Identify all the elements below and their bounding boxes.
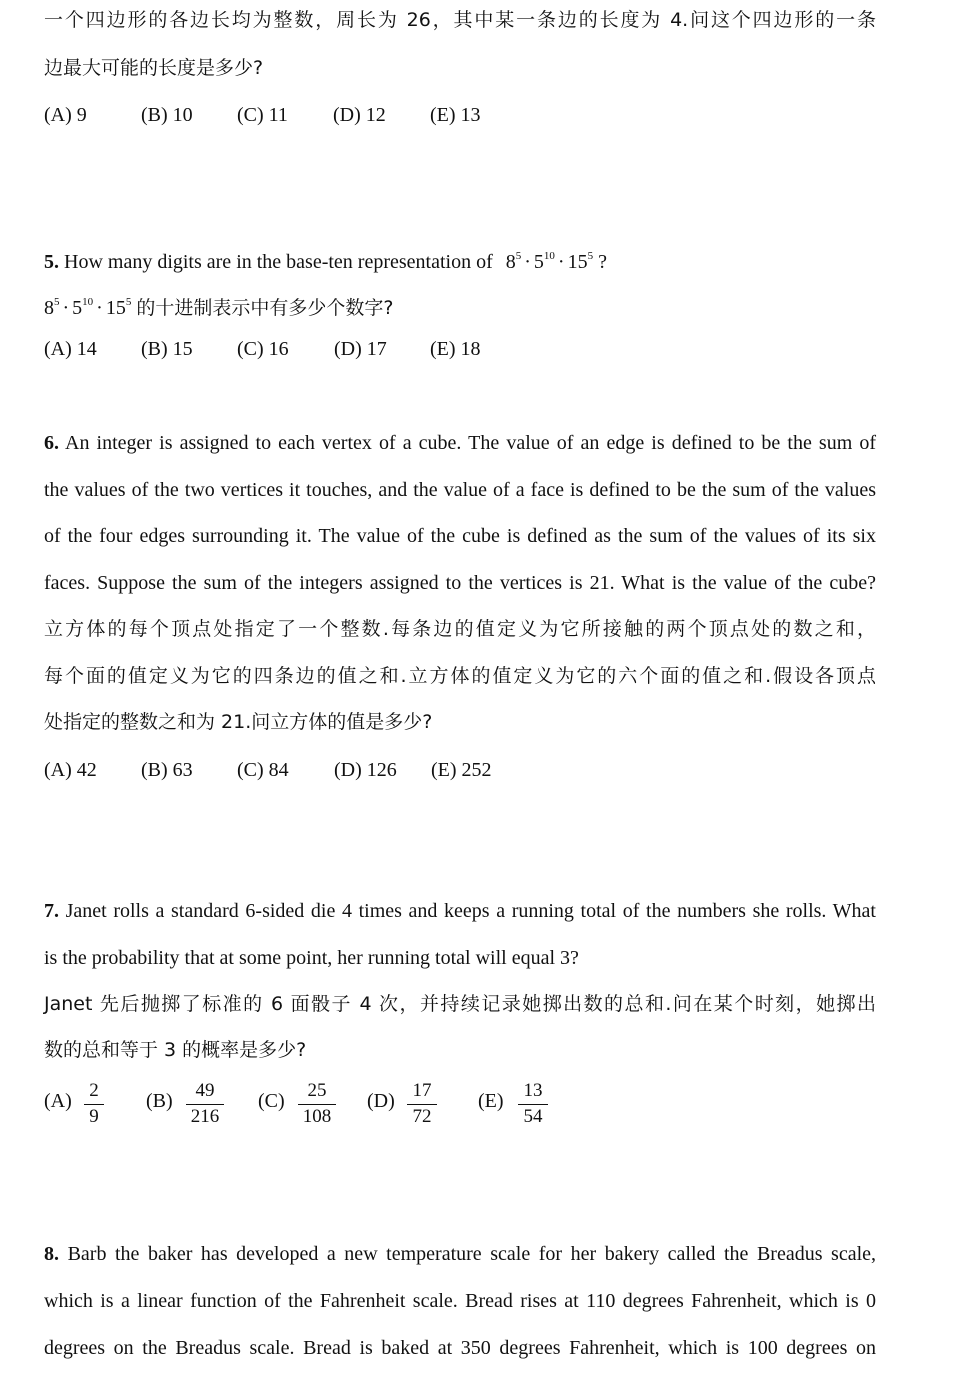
q4-choice-e: (E) 13 — [430, 104, 481, 126]
q7-number: 7. — [44, 900, 59, 922]
q5-expression-zh: $8^5 \cdot 5^{10} \cdot 15^5$ — [44, 296, 132, 319]
q5-question-zh — [44, 290, 876, 320]
q5-choice-b: (B) 15 — [141, 338, 193, 360]
q5-choice-c: (C) 16 — [237, 338, 289, 360]
q6-text-en-line-4: faces. Suppose the sum of the integers assigned to the vertices is 21. What is the value of the cube? — [44, 572, 876, 594]
q4-text-line-1: 一个四边形的各边长均为整数，周长为 26，其中某一条边的长度为 4.问这个四边形的一条 — [44, 9, 876, 31]
q6-choice-b: (B) 63 — [141, 759, 193, 781]
q6-text-en-line-3: of the four edges surrounding it. The value of the cube is defined as the sum of the values of its six — [44, 525, 876, 547]
q5-text-en: How many digits are in the base-ten representation of — [64, 251, 493, 273]
q5-expression: $8^5 \cdot 5^{10} \cdot 15^5$ — [505, 250, 594, 273]
q7-text-zh-line-2: 数的总和等于 3 的概率是多少? — [44, 1039, 307, 1061]
q8-text-en-line-3: degrees on the Breadus scale. Bread is baked at 350 degrees Fahrenheit, which is 100 degrees on — [44, 1337, 876, 1359]
q6-choice-d: (D) 126 — [334, 759, 397, 781]
q7-text-zh-line-1: Janet 先后抛掷了标准的 6 面骰子 4 次，并持续记录她掷出数的总和.问在某个时刻，她掷出 — [44, 993, 876, 1015]
q6-choice-e: (E) 252 — [431, 759, 492, 781]
q7-fraction-d: $\frac{17}{72}$ — [407, 1080, 437, 1128]
q6-text-en-line-1: 6. An integer is assigned to each vertex of a cube. The value of an edge is defined to be the sum of — [44, 432, 876, 454]
q8-text-en-line-1: 8. Barb the baker has developed a new temperature scale for her bakery called the Breadus scale, — [44, 1243, 877, 1265]
q6-choice-c: (C) 84 — [237, 759, 289, 781]
q7-text-en-line-1: 7. Janet rolls a standard 6-sided die 4 times and keeps a running total of the numbers she rolls. What — [44, 900, 876, 922]
q5-question-en — [44, 244, 876, 274]
q6-choice-a: (A) 42 — [44, 759, 97, 781]
q5-choice-e: (E) 18 — [430, 338, 481, 360]
q4-text-line-2: 边最大可能的长度是多少? — [44, 57, 264, 79]
q5-choice-d: (D) 17 — [334, 338, 387, 360]
q6-number: 6. — [44, 432, 59, 454]
q5-question-mark: ? — [598, 251, 607, 273]
q8-text-en-line-2: which is a linear function of the Fahrenheit scale. Bread rises at 110 degrees Fahrenheit, which is 0 — [44, 1290, 876, 1312]
q5-number: 5. — [44, 251, 59, 273]
q5-text-zh: 的十进制表示中有多少个数字? — [136, 297, 394, 319]
q7-fraction-a: $\frac{2}{9}$ — [84, 1080, 104, 1128]
q6-text-en-line-2: the values of the two vertices it touches, and the value of a face is defined to be the sum of the values — [44, 479, 876, 501]
q7-fraction-b: $\frac{49}{216}$ — [186, 1080, 224, 1128]
q7-fraction-c: $\frac{25}{108}$ — [298, 1080, 336, 1128]
q6-text-zh-line-2: 每个面的值定义为它的四条边的值之和.立方体的值定义为它的六个面的值之和.假设各顶点 — [44, 665, 876, 687]
q7-fraction-e: $\frac{13}{54}$ — [518, 1080, 548, 1128]
q6-text-zh-line-1: 立方体的每个顶点处指定了一个整数.每条边的值定义为它所接触的两个顶点处的数之和， — [44, 618, 876, 640]
q4-choice-b: (B) 10 — [141, 104, 193, 126]
q4-choice-d: (D) 12 — [333, 104, 386, 126]
q4-choice-c: (C) 11 — [237, 104, 288, 126]
q5-choice-a: (A) 14 — [44, 338, 97, 360]
q7-text-en-line-2: is the probability that at some point, her running total will equal 3? — [44, 947, 579, 969]
q6-text-zh-line-3: 处指定的整数之和为 21.问立方体的值是多少? — [44, 711, 433, 733]
q8-number: 8. — [44, 1243, 59, 1265]
q4-choice-a: (A) 9 — [44, 104, 87, 126]
